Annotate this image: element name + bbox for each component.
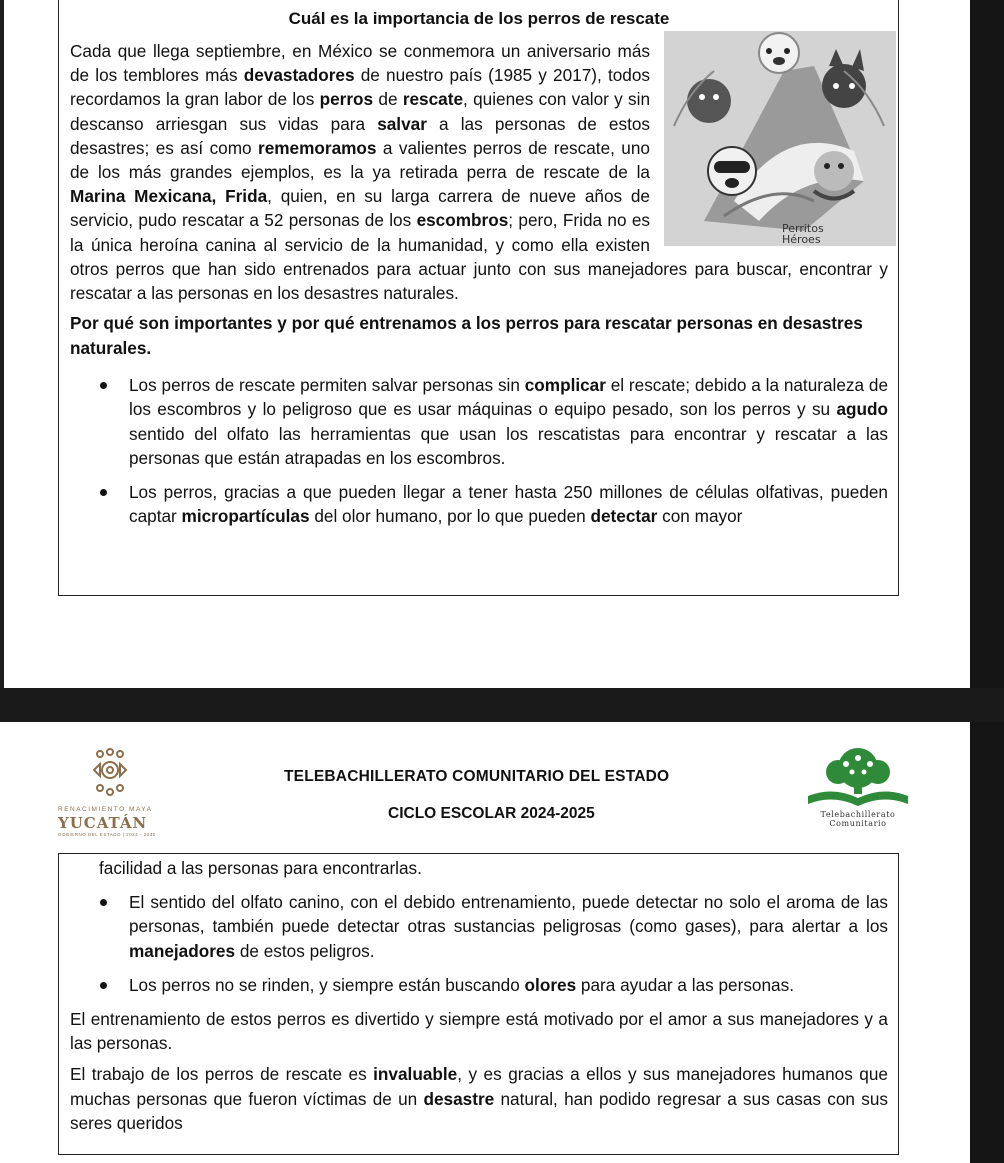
bold-term: olores xyxy=(524,974,577,995)
text-run: El sentido del olfato canino, con el debido entrenamiento, puede detectar no solo el aroma de las personas, también puede detectar otras sustancias peligrosas (como gases), para alertar a los xyxy=(129,892,888,937)
text-run: Los perros no se rinden, y siempre están buscando xyxy=(129,974,525,995)
telebachillerato-logo xyxy=(798,746,918,836)
bold-term: escombros xyxy=(416,210,509,231)
bold-term: devastadores xyxy=(243,65,355,86)
text-run: Cada que llega septiembre, en México se conmemora un aniversario más de los temblores más xyxy=(70,41,650,86)
continuation-line: facilidad a las personas para encontrarlas. xyxy=(99,858,422,878)
intro-paragraph xyxy=(70,39,888,305)
bold-term: manejadores xyxy=(129,940,236,961)
bullet-item xyxy=(70,480,888,528)
text-run: El entrenamiento de estos perros es divertido y siempre está motivado por el amor a sus manejadores y a las personas. xyxy=(70,1009,888,1054)
logo-text-line2: Comunitario xyxy=(829,819,887,828)
bold-term: complicar xyxy=(524,375,606,396)
page2-bullet-list xyxy=(70,890,888,997)
bold-term: detectar xyxy=(590,506,658,527)
bold-term: salvar xyxy=(377,113,427,134)
text-run: a las personas de estos desastres; es así como xyxy=(70,113,650,158)
text-run: natural, han podido regresar a sus casas con sus seres queridos xyxy=(70,1088,888,1133)
closing-paragraph xyxy=(70,1007,888,1055)
maya-glyph-icon xyxy=(86,748,134,798)
logo-text-line1: Telebachillerato xyxy=(820,810,896,819)
document-header xyxy=(58,740,918,840)
bold-term: Marina Mexicana, Frida xyxy=(70,186,268,207)
bullet-item xyxy=(70,373,888,470)
text-run: de xyxy=(373,89,403,110)
page-title: Cuál es la importancia de los perros de rescate xyxy=(288,9,670,28)
page2-text-box xyxy=(58,853,899,1155)
bullet-item xyxy=(70,973,888,997)
bold-term: rescate xyxy=(402,89,464,110)
state-tagline: RENACIMIENTO MAYA xyxy=(58,806,153,813)
state-name: YUCATÁN xyxy=(58,814,148,832)
text-run: Los perros de rescate permiten salvar personas sin xyxy=(129,375,525,396)
institution-name: TELEBACHILLERATO COMUNITARIO DEL ESTADO xyxy=(284,768,670,785)
text-run: a valientes perros de rescate, uno de los más grandes ejemplos, es la ya retirada perra de rescate de la xyxy=(70,137,650,183)
tree-book-icon xyxy=(798,746,918,810)
bold-term: invaluable xyxy=(373,1064,458,1085)
rescue-dogs-illustration xyxy=(664,31,896,246)
bullet-item xyxy=(70,890,888,963)
text-run: de estos peligros. xyxy=(235,940,375,961)
school-cycle: CICLO ESCOLAR 2024-2025 xyxy=(388,805,595,822)
bold-term: micropartículas xyxy=(181,506,310,527)
text-run: del olor humano, por lo que pueden xyxy=(309,506,591,527)
page1-text-box xyxy=(58,0,899,596)
text-run: , quien, en su larga carrera de nueve años de servicio, pudo rescatar a 52 personas de los xyxy=(70,186,650,231)
page1-bullet-list xyxy=(70,373,888,528)
state-government-label: GOBIERNO DEL ESTADO | 2024 - 2030 xyxy=(58,832,156,837)
yucatan-logo xyxy=(58,748,178,837)
text-run: sentido del olfato las herramientas que usan los rescatistas para encontrar y rescatar a las personas que están atrapadas en los escombros. xyxy=(129,423,888,468)
bold-term: agudo xyxy=(836,399,888,420)
text-run: de nuestro país (1985 y 2017), todos recordamos la gran labor de los xyxy=(70,65,651,110)
bold-term: perros xyxy=(319,89,374,110)
closing-paragraph xyxy=(70,1062,888,1135)
left-dark-edge xyxy=(0,0,4,690)
bold-term: rememoramos xyxy=(258,137,377,158)
text-run: el rescate; debido a la naturaleza de los escombros y lo peligroso que es usar máquinas o equipo pesado, son los perros y su xyxy=(129,375,889,420)
text-run: para ayudar a las personas. xyxy=(576,974,794,995)
text-run: , y es gracias a ellos y sus manejadores humanos que muchas personas que fueron víctimas de un xyxy=(70,1064,888,1109)
text-run: ; pero, Frida no es la única heroína canina al servicio de la humanidad, y como ella existen otros perros que han sido entrenados para actuar junto con sus manejadores para buscar, encontrar y rescatar a las personas en los desastres naturales. xyxy=(70,210,888,304)
text-run: con mayor xyxy=(657,506,743,527)
text-run: Los perros, gracias a que pueden llegar a tener hasta 250 millones de células olfativas, pueden captar xyxy=(129,482,888,527)
section-subheading: Por qué son importantes y por qué entrenamos a los perros para rescatar personas en desastres naturales. xyxy=(70,313,863,359)
text-run: El trabajo de los perros de rescate es xyxy=(70,1064,374,1085)
bold-term: desastre xyxy=(423,1088,495,1109)
text-run: , quienes con valor y sin descanso arriesgan sus vidas para xyxy=(70,89,651,134)
page-divider-band xyxy=(0,688,1004,722)
illustration-caption: Perritos Héroes xyxy=(782,222,824,246)
right-dark-edge xyxy=(970,0,1004,1163)
rescue-dogs-art xyxy=(664,31,896,246)
